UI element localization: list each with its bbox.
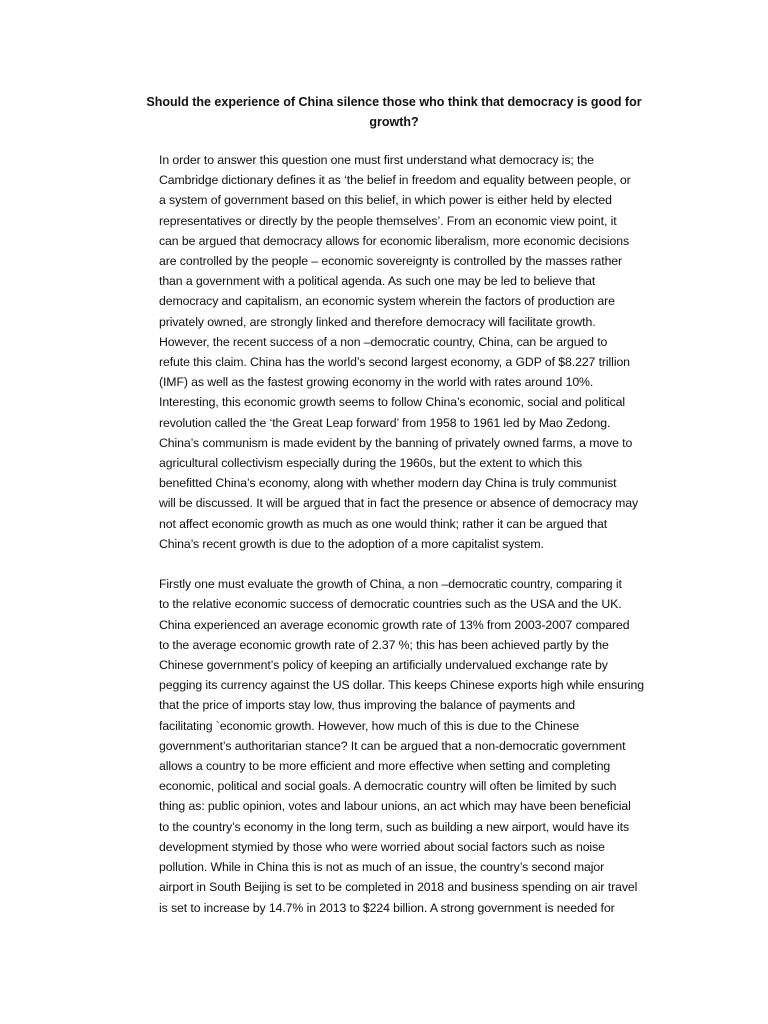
text-line: Interesting, this economic growth seems to follow China’s economic, social and political: [159, 395, 625, 410]
text-line: pollution. While in China this is not as much of an issue, the country’s second major: [159, 860, 605, 875]
paragraph-spacer: [159, 554, 679, 574]
text-line: is set to increase by 14.7% in 2013 to $224 billion. A strong government is needed for: [159, 900, 615, 915]
text-line: will be discussed. It will be argued that in fact the presence or absence of democracy may: [159, 496, 639, 511]
text-line: China’s communism is made evident by the banning of privately owned farms, a move to: [159, 435, 633, 450]
text-line: refute this claim. China has the world’s second largest economy, a GDP of $8.227 trillion: [159, 355, 630, 370]
text-line: airport in South Beijing is set to be completed in 2018 and business spending on air travel: [159, 880, 638, 895]
text-line: not affect economic growth as much as one would think; rather it can be argued that: [159, 516, 608, 531]
text-line: that the price of imports stay low, thus improving the balance of payments and: [159, 698, 575, 713]
title-line: Should the experience of China silence those who think that democracy is good for: [146, 95, 642, 109]
text-line: can be argued that democracy allows for economic liberalism, more economic decisions: [159, 233, 630, 248]
text-line: agricultural collectivism especially during the 1960s, but the extent to which this: [159, 456, 582, 471]
text-line: to the country’s economy in the long term, such as building a new airport, would have its: [159, 819, 630, 834]
text-line: economic, political and social goals. A democratic country will often be limited by such: [159, 779, 617, 794]
text-line: Cambridge dictionary defines it as ‘the belief in freedom and equality between people, or: [159, 173, 631, 188]
text-line: (IMF) as well as the fastest growing economy in the world with rates around 10%.: [159, 375, 594, 390]
text-line: Chinese government’s policy of keeping an artificially undervalued exchange rate by: [159, 658, 608, 673]
paragraph-china-growth: [159, 574, 679, 917]
paragraph-intro: [159, 150, 679, 554]
document-body: [159, 150, 679, 918]
text-line: government’s authoritarian stance? It can be argued that a non-democratic government: [159, 738, 626, 753]
text-line: In order to answer this question one must first understand what democracy is; the: [159, 153, 594, 167]
text-line: development stymied by those who were worried about social factors such as noise: [159, 839, 605, 854]
text-line: to the average economic growth rate of 2.37 %; this has been achieved partly by the: [159, 637, 609, 652]
text-line: However, the recent success of a non –democratic country, China, can be argued to: [159, 334, 608, 349]
text-line: facilitating `economic growth. However, how much of this is due to the Chinese: [159, 718, 580, 733]
text-line: than a government with a political agenda. As such one may be led to believe that: [159, 274, 596, 289]
text-line: pegging its currency against the US dollar. This keeps Chinese exports high while ensuring: [159, 678, 644, 693]
text-line: China’s recent growth is due to the adoption of a more capitalist system.: [159, 536, 544, 551]
text-line: privately owned, are strongly linked and therefore democracy will facilitate growth.: [159, 314, 596, 329]
text-line: China experienced an average economic growth rate of 13% from 2003-2007 compared: [159, 617, 630, 632]
text-line: are controlled by the people – economic sovereignty is controlled by the masses rather: [159, 254, 623, 269]
text-line: to the relative economic success of democratic countries such as the USA and the UK.: [159, 597, 622, 612]
text-line: democracy and capitalism, an economic system wherein the factors of production are: [159, 294, 615, 309]
text-line: representatives or directly by the people themselves’. From an economic view point, it: [159, 213, 617, 228]
title-line: growth?: [369, 115, 419, 129]
text-line: revolution called the ‘the Great Leap forward’ from 1958 to 1961 led by Mao Zedong.: [159, 415, 611, 430]
text-line: benefitted China’s economy, along with whether modern day China is truly communist: [159, 476, 617, 491]
text-line: a system of government based on this belief, in which power is either held by elected: [159, 193, 612, 208]
document-title: [112, 92, 676, 132]
text-line: thing as: public opinion, votes and labour unions, an act which may have been beneficial: [159, 799, 631, 814]
text-line: allows a country to be more efficient and more effective when setting and completing: [159, 759, 611, 774]
text-line: Firstly one must evaluate the growth of China, a non –democratic country, comparing it: [159, 577, 622, 592]
